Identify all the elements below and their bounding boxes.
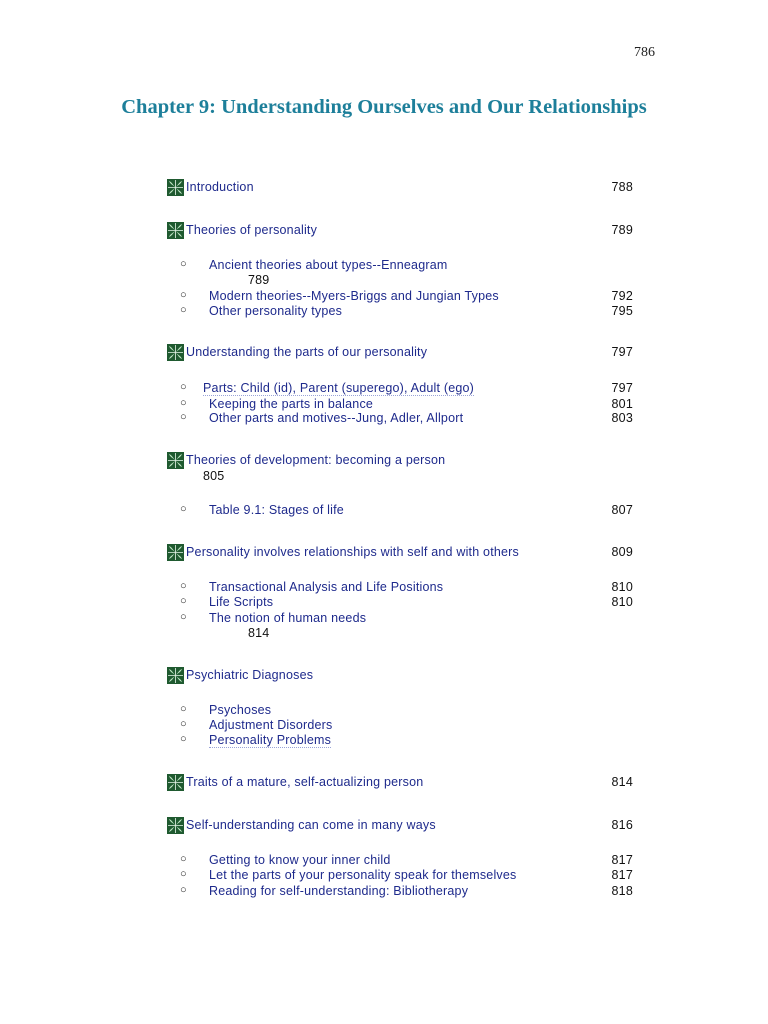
toc-section-label[interactable]: Psychiatric Diagnoses [186, 668, 314, 682]
toc-page-number: 814 [248, 626, 270, 640]
toc-subsection-label[interactable]: Transactional Analysis and Life Positions [209, 580, 444, 594]
toc-page-number: 797 [611, 345, 633, 359]
toc-subsection-label[interactable]: Table 9.1: Stages of life [209, 503, 344, 517]
circle-bullet-icon: ○ [180, 595, 187, 607]
circle-bullet-icon: ○ [180, 397, 187, 409]
toc-subsection-label[interactable]: Other parts and motives--Jung, Adler, Allport [209, 411, 464, 425]
toc-page-number: 814 [611, 775, 633, 789]
toc-section-mature-person[interactable] [167, 773, 633, 793]
toc-page-number: 818 [611, 884, 633, 898]
toc-subsection-label[interactable]: Reading for self-understanding: Bibliotherapy [209, 884, 469, 898]
toc-section-relationships[interactable] [167, 543, 633, 563]
toc-subsection-label[interactable]: Modern theories--Myers-Briggs and Jungian Types [209, 289, 499, 303]
toc-subsection-label[interactable]: Psychoses [209, 703, 272, 717]
toc-subsection[interactable] [180, 289, 633, 305]
toc-subsection[interactable] [180, 258, 633, 287]
toc-subsection[interactable] [180, 703, 633, 719]
toc-subsection[interactable] [180, 411, 633, 427]
toc-section-label[interactable]: Self-understanding can come in many ways [186, 818, 436, 832]
circle-bullet-icon: ○ [180, 718, 187, 730]
green-leaf-bullet-icon [167, 222, 184, 239]
toc-subsection[interactable] [180, 733, 633, 749]
toc-subsection[interactable] [180, 595, 633, 611]
green-leaf-bullet-icon [167, 179, 184, 196]
toc-section-label[interactable]: Personality involves relationships with self and with others [186, 545, 519, 559]
circle-bullet-icon: ○ [180, 580, 187, 592]
toc-subsection-label[interactable]: Getting to know your inner child [209, 853, 391, 867]
toc-page-number: 789 [611, 223, 633, 237]
toc-section-theories-of-personality[interactable] [167, 221, 633, 241]
green-leaf-bullet-icon [167, 817, 184, 834]
toc-section-label[interactable]: Introduction [186, 180, 254, 194]
toc-subsection-label[interactable]: Other personality types [209, 304, 343, 318]
circle-bullet-icon: ○ [180, 868, 187, 880]
toc-section-label[interactable]: Understanding the parts of our personality [186, 345, 428, 359]
green-leaf-bullet-icon [167, 452, 184, 469]
toc-subsection-label[interactable]: Personality Problems [209, 733, 332, 747]
circle-bullet-icon: ○ [180, 853, 187, 865]
toc-page-number: 817 [611, 868, 633, 882]
toc-subsection[interactable] [180, 381, 633, 397]
toc-subsection[interactable] [180, 611, 633, 640]
toc-subsection-label[interactable]: Parts: Child (id), Parent (superego), Adult (ego) [203, 381, 475, 395]
toc-subsection-label[interactable]: Ancient theories about types--Enneagram [209, 258, 448, 272]
toc-page-number: 805 [203, 469, 225, 483]
circle-bullet-icon: ○ [180, 289, 187, 301]
circle-bullet-icon: ○ [180, 304, 187, 316]
toc-section-introduction[interactable] [167, 178, 633, 198]
toc-subsection[interactable] [180, 853, 633, 869]
toc-page-number: 810 [611, 580, 633, 594]
page-number: 786 [634, 45, 655, 60]
green-leaf-bullet-icon [167, 667, 184, 684]
toc-page-number: 797 [611, 381, 633, 395]
toc-page-number: 788 [611, 180, 633, 194]
circle-bullet-icon: ○ [180, 503, 187, 515]
toc-subsection[interactable] [180, 503, 633, 519]
toc-subsection-label[interactable]: Keeping the parts in balance [209, 397, 374, 411]
toc-section-label[interactable]: Theories of development: becoming a person [186, 453, 446, 467]
toc-section-label[interactable]: Traits of a mature, self-actualizing person [186, 775, 424, 789]
toc-section-parts-of-personality[interactable] [167, 343, 633, 363]
circle-bullet-icon: ○ [180, 381, 187, 393]
toc-subsection-label[interactable]: The notion of human needs [209, 611, 367, 625]
toc-subsection[interactable] [180, 580, 633, 596]
green-leaf-bullet-icon [167, 544, 184, 561]
green-leaf-bullet-icon [167, 344, 184, 361]
toc-subsection-label[interactable]: Adjustment Disorders [209, 718, 333, 732]
toc-page-number: 816 [611, 818, 633, 832]
toc-subsection[interactable] [180, 868, 633, 884]
toc-subsection[interactable] [180, 718, 633, 734]
circle-bullet-icon: ○ [180, 733, 187, 745]
circle-bullet-icon: ○ [180, 884, 187, 896]
toc-subsection[interactable] [180, 884, 633, 900]
toc-page-number: 801 [611, 397, 633, 411]
toc-section-psychiatric-diagnoses[interactable] [167, 666, 633, 686]
toc-page-number: 807 [611, 503, 633, 517]
toc-subsection-label[interactable]: Life Scripts [209, 595, 274, 609]
circle-bullet-icon: ○ [180, 703, 187, 715]
green-leaf-bullet-icon [167, 774, 184, 791]
toc-page-number: 792 [611, 289, 633, 303]
toc-page-number: 789 [248, 273, 270, 287]
circle-bullet-icon: ○ [180, 611, 187, 623]
toc-page-number: 803 [611, 411, 633, 425]
chapter-title: Chapter 9: Understanding Ourselves and Our Relationships [121, 96, 647, 118]
toc-page-number: 795 [611, 304, 633, 318]
toc-page-number: 810 [611, 595, 633, 609]
toc-section-self-understanding[interactable] [167, 816, 633, 836]
toc-section-label[interactable]: Theories of personality [186, 223, 318, 237]
circle-bullet-icon: ○ [180, 411, 187, 423]
toc-subsection-label[interactable]: Let the parts of your personality speak for themselves [209, 868, 517, 882]
toc-page-number: 809 [611, 545, 633, 559]
circle-bullet-icon: ○ [180, 258, 187, 270]
toc-section-theories-of-development[interactable] [167, 451, 633, 483]
toc-subsection[interactable] [180, 304, 633, 320]
toc-page-number: 817 [611, 853, 633, 867]
